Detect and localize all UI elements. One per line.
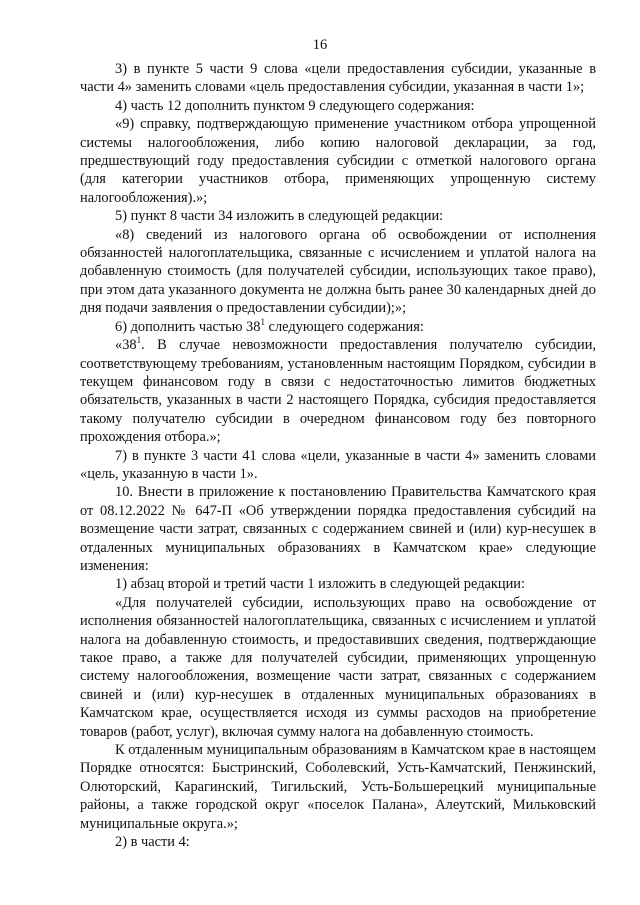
paragraph: 3) в пункте 5 части 9 слова «цели предоставления субсидии, указанные в части 4» заменить словами «цель предоставления субсидии, указанная в части 1»; xyxy=(80,61,596,96)
superscript: 1 xyxy=(260,316,265,327)
paragraph xyxy=(80,318,596,336)
paragraph: «9) справку, подтверждающую применение участником отбора упрощенной системы налогообложения, либо копию налоговой декларации, за год, предшествующий году предоставления субсидии с отметкой налогового органа (для категории участников отбора, применяющих упрощенную систему налогообложения).»; xyxy=(80,116,596,206)
paragraph-text: «38 xyxy=(115,337,137,354)
superscript: 1 xyxy=(136,335,142,346)
paragraph: К отдаленным муниципальным образованиям в Камчатском крае в настоящем Порядке относятся: Быстринский, Соболевский, Усть-Камчатский, Пенжинский, Олюторский, Карагинский, Тигильский, Усть-Большерецкий муниципальные районы, а также городской округ «поселок Палана», Алеутский, Мильковский муниципальные округа.»; xyxy=(80,742,596,832)
paragraph: 5) пункт 8 части 34 изложить в следующей редакции: xyxy=(115,208,444,225)
paragraph: 7) в пункте 3 части 41 слова «цели, указанные в части 4» заменить словами «цель, указанную в части 1». xyxy=(80,447,596,482)
paragraph: «8) сведений из налогового органа об освобождении от исполнения обязанностей налогоплательщика, связанные с исчислением и уплатой налога на добавленную стоимость (для получателей субсидии, использующих такое право), при этом дата указанного документа не должна быть ранее 30 календарных дней до дня подачи заявления о предоставлении субсидии);»; xyxy=(80,226,596,317)
paragraph: 1) абзац второй и третий части 1 изложить в следующей редакции: xyxy=(115,576,525,593)
paragraph: 10. Внести в приложение к постановлению Правительства Камчатского края от 08.12.2022 № 647-П «Об утверждении порядка предоставления субсидий на возмещение части затрат, связанных с содержанием свиней и (или) кур-несушек в отдаленных муниципальных образованиях в Камчатском крае» следующие изменения: xyxy=(80,484,596,574)
document-body xyxy=(80,60,596,851)
paragraph-text: следующего содержания: xyxy=(264,318,424,335)
paragraph-text: . В случае невозможности предоставления получателю субсидии, соответствующему требованиям, установленным настоящим Порядком, субсидии в текущем финансовом году в связи с недостаточностью лимитов бюджетных обязательств, указанных в части 2 настоящего Порядка, субсидия предоставляется такому получателю субсидии в очередном финансовом году без повторного прохождения отбора.»; xyxy=(80,337,596,446)
paragraph xyxy=(80,336,596,446)
paragraph: 4) часть 12 дополнить пунктом 9 следующего содержания: xyxy=(115,97,475,114)
paragraph-text: 6) дополнить частью 38 xyxy=(115,318,261,335)
paragraph: 2) в части 4: xyxy=(115,834,190,851)
page-number: 16 xyxy=(312,37,328,53)
paragraph: «Для получателей субсидии, использующих право на освобождение от исполнения обязанностей налогоплательщика, связанных с исчислением и уплатой налога на добавленную стоимость, и предоставивших сведения, подтверждающие такое право, а также для получателей субсидии, применяющих упрощенную систему налогообложения, возмещение части затрат, связанных с содержанием свиней и (или) кур-несушек в отдаленных муниципальных образованиях в Камчатском крае, осуществляется исходя из суммы расходов на приобретение товаров (работ, услуг), включая сумму налога на добавленную стоимость. xyxy=(80,594,596,740)
